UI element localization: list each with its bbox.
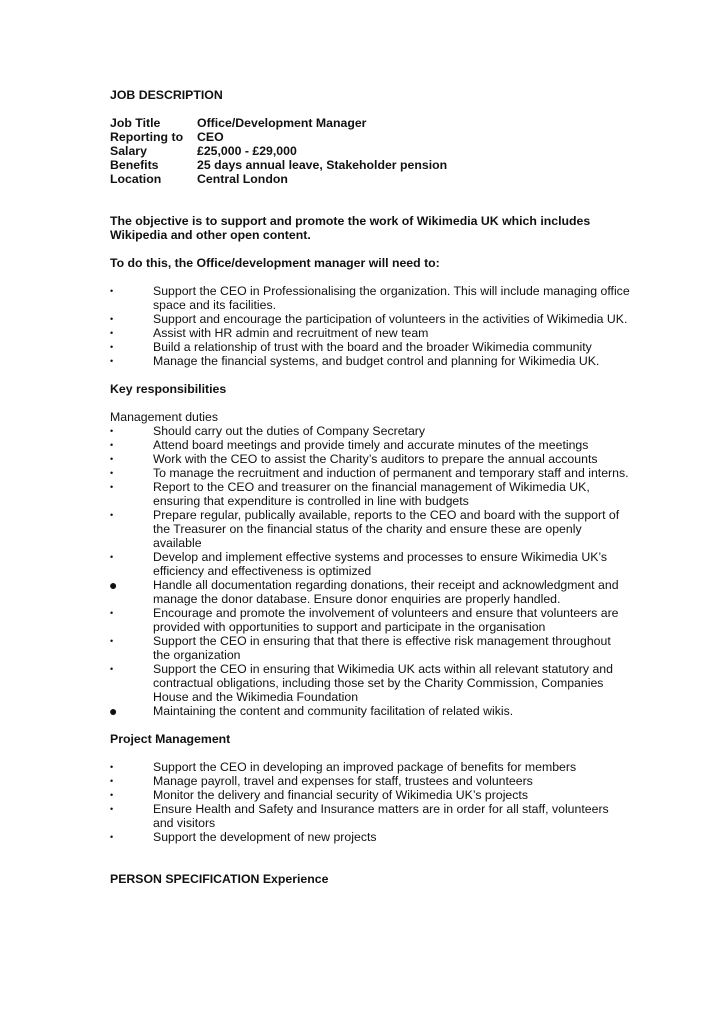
bullet-icon: •: [110, 776, 114, 786]
bullet-icon: •: [110, 356, 114, 366]
list-item: [110, 508, 630, 550]
list-item-text: Support the CEO in Professionalising the organization. This will include managing office space and its facilities.: [153, 284, 630, 312]
list-item-text: Handle all documentation regarding donations, their receipt and acknowledgment and manage the donor database. Ensure donor enquiries are properly handled.: [153, 578, 619, 606]
bullet-icon: •: [110, 454, 114, 464]
list-item: [110, 830, 630, 844]
list-item-text: Work with the CEO to assist the Charity’s auditors to prepare the annual accounts: [153, 452, 598, 466]
meta-row-job-title: [110, 116, 630, 130]
meta-label: Reporting to: [110, 130, 184, 144]
list-item: [110, 354, 630, 368]
list-item: [110, 326, 630, 340]
list-item: [110, 704, 630, 718]
list-item: [110, 340, 630, 354]
list-item-text: Support the CEO in ensuring that Wikimedia UK acts within all relevant statutory and contractual obligations, including those set by the Charity Commission, Companies House and the Wikimedia Foundation: [153, 662, 613, 704]
bullet-icon: •: [110, 426, 114, 436]
list-item-text: Support the CEO in ensuring that that there is effective risk management throughout the organization: [153, 634, 611, 662]
meta-label: Benefits: [110, 158, 159, 172]
list-item-text: Build a relationship of trust with the board and the broader Wikimedia community: [153, 340, 592, 354]
list-item: [110, 452, 630, 466]
bullet-icon: •: [110, 440, 114, 450]
person-specification-heading: PERSON SPECIFICATION Experience: [110, 872, 329, 886]
bullet-icon: •: [110, 832, 114, 842]
list-item: [110, 606, 630, 634]
list-item: [110, 550, 630, 578]
bullet-icon: •: [110, 636, 114, 646]
meta-label: Salary: [110, 144, 147, 158]
meta-row-location: [110, 172, 630, 186]
list-item: [110, 424, 630, 438]
job-meta-table: [110, 116, 630, 186]
bullet-icon: •: [110, 804, 114, 814]
bullet-icon: •: [110, 342, 114, 352]
list-item: [110, 438, 630, 452]
list-item: [110, 480, 630, 508]
list-item-text: Assist with HR admin and recruitment of new team: [153, 326, 429, 340]
page-title: JOB DESCRIPTION: [110, 88, 223, 102]
bullet-icon: •: [110, 608, 114, 618]
management-duties-list: [110, 424, 630, 718]
meta-label: Location: [110, 172, 162, 186]
bullet-icon: •: [110, 468, 114, 478]
list-item-text: Prepare regular, publically available, reports to the CEO and board with the support of the Treasurer on the financial status of the charity and ensure these are openly available: [153, 508, 620, 550]
objective-statement: The objective is to support and promote the work of Wikimedia UK which includes Wikipedia and other open content.: [110, 214, 591, 242]
list-item-text: Develop and implement effective systems and processes to ensure Wikimedia UK’s efficiency and effectiveness is optimized: [153, 550, 608, 578]
list-item: [110, 634, 630, 662]
list-item-text: Should carry out the duties of Company Secretary: [153, 424, 426, 438]
meta-value: Central London: [197, 172, 288, 186]
list-item-text: Ensure Health and Safety and Insurance matters are in order for all staff, volunteers and visitors: [153, 802, 609, 830]
bullet-icon: •: [110, 790, 114, 800]
list-item: [110, 774, 630, 788]
todo-heading: To do this, the Office/development manager will need to:: [110, 256, 440, 270]
list-item: [110, 662, 630, 704]
key-responsibilities-heading: Key responsibilities: [110, 382, 227, 396]
list-item-text: Monitor the delivery and financial security of Wikimedia UK’s projects: [153, 788, 528, 802]
bullet-icon: •: [110, 482, 114, 492]
list-item-text: Maintaining the content and community facilitation of related wikis.: [153, 704, 514, 718]
list-item-text: Manage payroll, travel and expenses for staff, trustees and volunteers: [153, 774, 533, 788]
document-page: [110, 88, 630, 886]
bullet-icon: •: [110, 328, 114, 338]
list-item-text: To manage the recruitment and induction of permanent and temporary staff and interns.: [153, 466, 629, 480]
list-item-text: Attend board meetings and provide timely and accurate minutes of the meetings: [153, 438, 589, 452]
meta-value: CEO: [197, 130, 224, 144]
list-item: [110, 578, 630, 606]
bullet-icon: •: [110, 664, 114, 674]
meta-row-salary: [110, 144, 630, 158]
meta-row-reporting-to: [110, 130, 630, 144]
bullet-icon: •: [110, 762, 114, 772]
meta-value: 25 days annual leave, Stakeholder pension: [197, 158, 448, 172]
bullet-icon: ●: [109, 577, 118, 593]
bullet-icon: •: [110, 314, 114, 324]
list-item: [110, 760, 630, 774]
list-item-text: Support and encourage the participation of volunteers in the activities of Wikimedia UK.: [153, 312, 628, 326]
bullet-icon: ●: [109, 703, 118, 719]
meta-label: Job Title: [110, 116, 161, 130]
list-item-text: Encourage and promote the involvement of volunteers and ensure that volunteers are provided with opportunities to support and participate in the organisation: [153, 606, 619, 634]
list-item-text: Manage the financial systems, and budget control and planning for Wikimedia UK.: [153, 354, 600, 368]
list-item-text: Report to the CEO and treasurer on the financial management of Wikimedia UK, ensuring that expenditure is controlled in line with budgets: [153, 480, 590, 508]
todo-list: [110, 284, 630, 368]
list-item-text: Support the development of new projects: [153, 830, 377, 844]
list-item: [110, 466, 630, 480]
meta-row-benefits: [110, 158, 630, 172]
meta-value: Office/Development Manager: [197, 116, 367, 130]
bullet-icon: •: [110, 286, 114, 296]
project-management-heading: Project Management: [110, 732, 231, 746]
list-item: [110, 312, 630, 326]
list-item-text: Support the CEO in developing an improved package of benefits for members: [153, 760, 577, 774]
bullet-icon: •: [110, 552, 114, 562]
list-item: [110, 802, 630, 830]
list-item: [110, 284, 630, 312]
management-duties-label: Management duties: [110, 410, 219, 424]
list-item: [110, 788, 630, 802]
bullet-icon: •: [110, 510, 114, 520]
meta-value: £25,000 - £29,000: [197, 144, 297, 158]
project-management-list: [110, 760, 630, 844]
